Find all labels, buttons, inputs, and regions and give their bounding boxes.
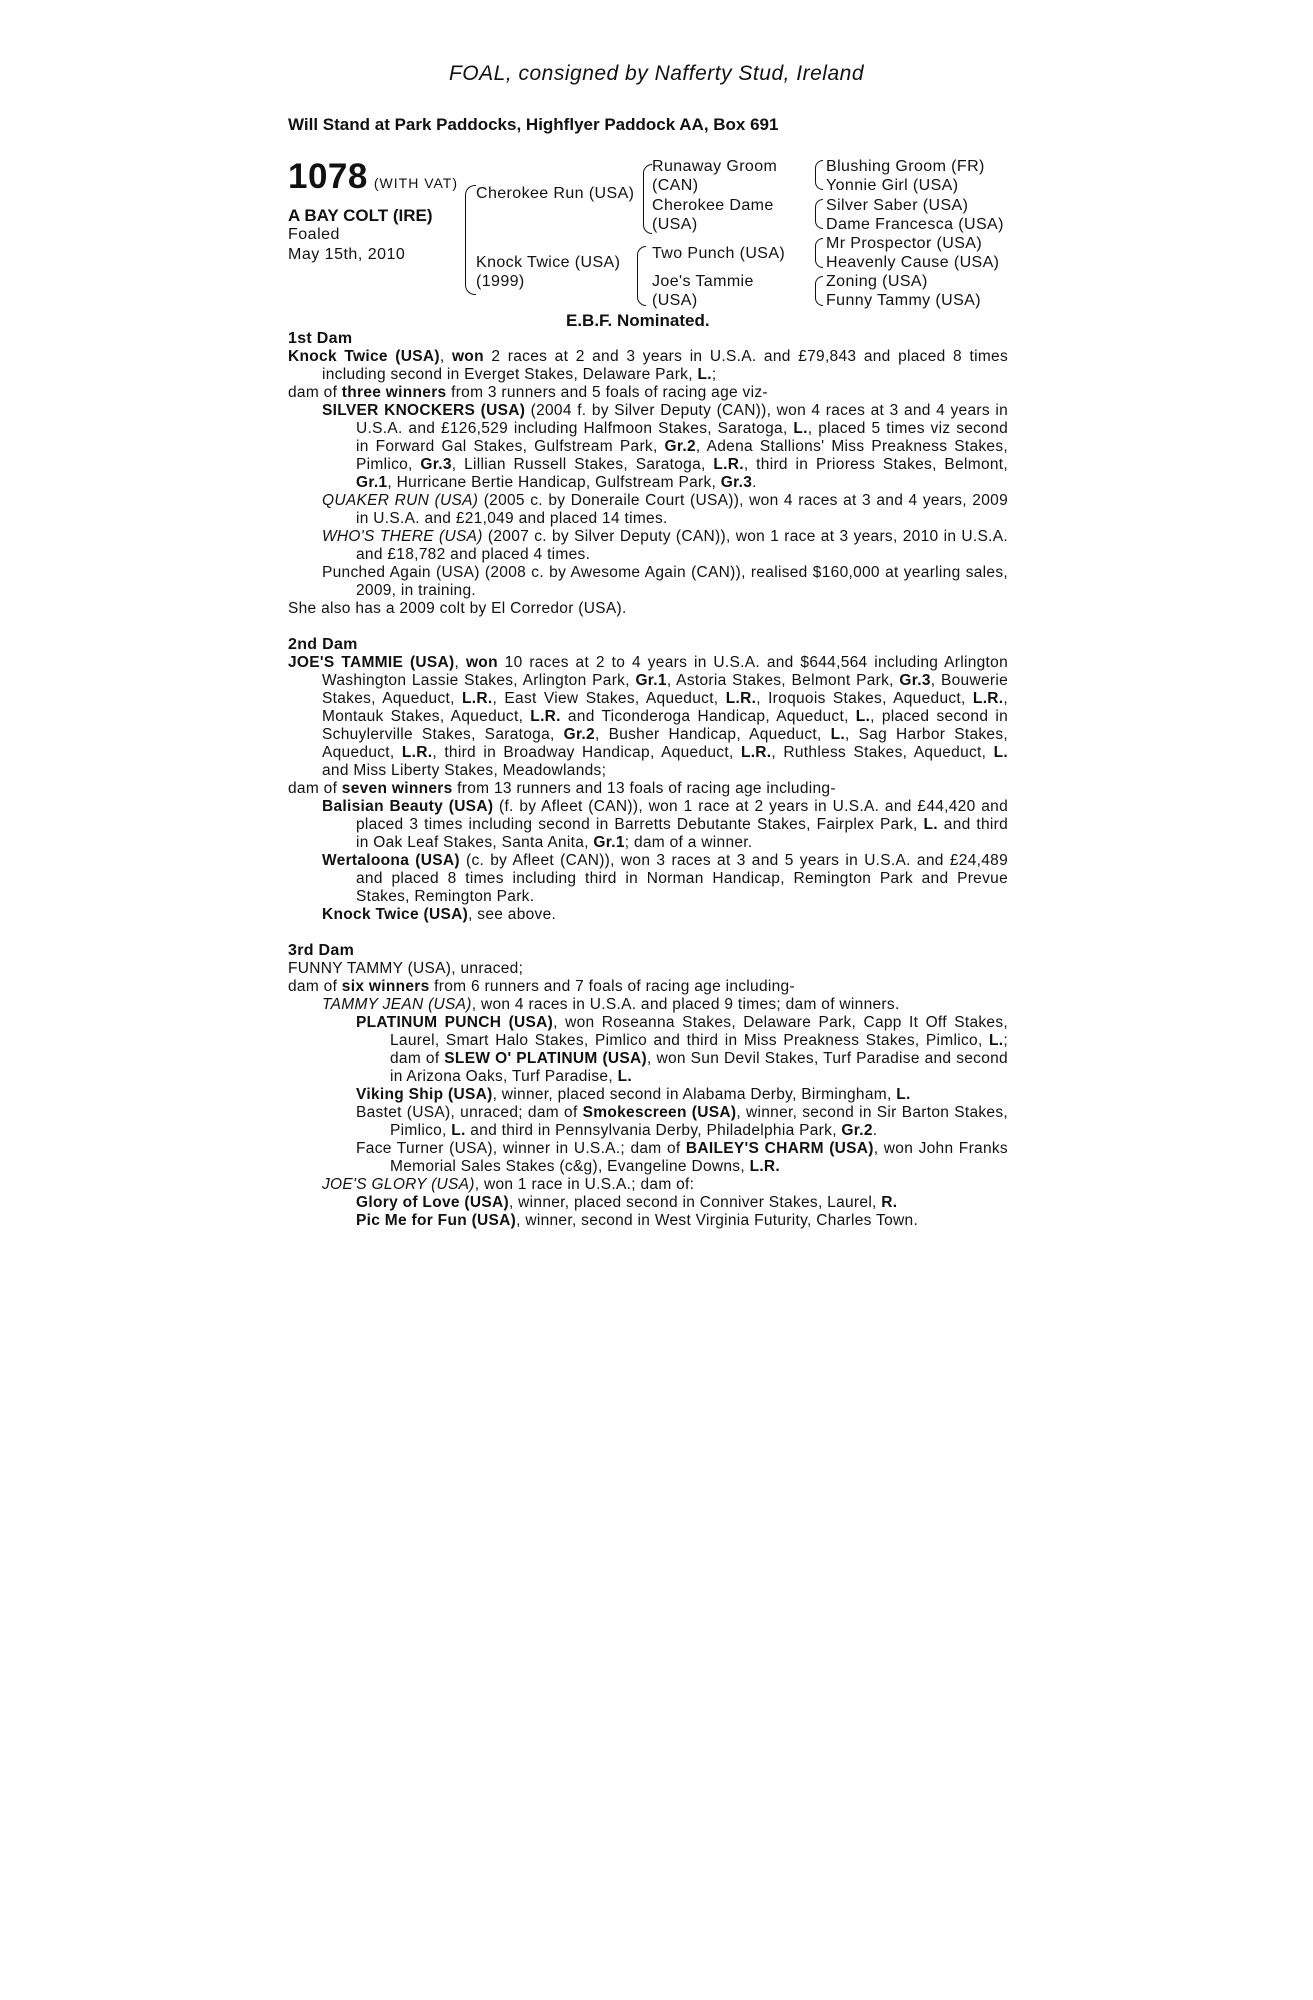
pedigree-sdd: Dame Francesca (USA) — [826, 216, 1004, 233]
record-text: , East View Stakes, Aqueduct, — [492, 690, 726, 707]
pedigree-brace — [643, 164, 652, 234]
grade-label: Gr.2 — [841, 1122, 873, 1139]
grade-label: L. — [993, 744, 1009, 761]
won-label: won — [465, 654, 498, 671]
produce-record — [288, 330, 1008, 1230]
entry-text: Bastet (USA), unraced; dam of — [356, 1104, 583, 1121]
lot-number: 1078 — [288, 157, 368, 196]
entry-text: , placed 5 times viz second in Forward Gal Stakes, Gulfstream Park, — [356, 420, 1008, 455]
produce-name: BAILEY'S CHARM (USA) — [685, 1140, 874, 1157]
produce-entry — [288, 402, 1008, 492]
first-dam-also: She also has a 2009 colt by El Corredor (USA). — [288, 600, 627, 617]
first-dam-record: Knock Twice (USA), won 2 races at 2 and 3 years in U.S.A. and £79,843 and placed 8 times including second in Everget Stakes, Delaware Park, L.; — [288, 348, 1008, 383]
pedigree-dds: Zoning (USA) — [826, 273, 928, 290]
consignment-header: FOAL, consigned by Nafferty Stud, Ireland — [448, 62, 865, 85]
pedigree-brace — [465, 185, 476, 295]
entry-text: ; dam of — [390, 1032, 1008, 1067]
grade-label: L. — [451, 1122, 466, 1139]
produce-entry — [288, 798, 1008, 852]
winners-count: three winners — [341, 384, 447, 401]
produce-name: PLATINUM PUNCH (USA) — [356, 1014, 554, 1031]
produce-entry: Bastet (USA), unraced; dam of Smokescreen (USA), winner, second in Sir Barton Stakes, Pimlico, L. and third in Pennsylvania Derby, Philadelphia Park, Gr.2. — [356, 1104, 1009, 1139]
produce-entry — [288, 528, 1008, 564]
winners-count: six winners — [341, 978, 430, 995]
record-text: , Montauk Stakes, Aqueduct, — [322, 690, 1009, 725]
summary-text: dam of — [288, 780, 342, 797]
entry-text: , Hurricane Bertie Handicap, Gulfstream Park, — [387, 474, 721, 491]
entry-text: , won Sun Devil Stakes, Turf Paradise and second in Arizona Oaks, Turf Paradise, — [390, 1050, 1008, 1085]
foaled-date: May 15th, 2010 — [288, 246, 406, 263]
summary-text: dam of — [288, 978, 342, 995]
produce-entry — [288, 1140, 1008, 1176]
grade-label: Gr.3 — [420, 456, 452, 473]
pedigree-dam-year: (1999) — [476, 273, 525, 290]
record-text: ; — [711, 366, 717, 383]
record-text: , third in Broadway Handicap, Aqueduct, — [432, 744, 741, 761]
produce-name: SLEW O' PLATINUM (USA) — [444, 1050, 648, 1067]
won-label: won — [451, 348, 484, 365]
first-dam-heading: 1st Dam — [288, 330, 353, 347]
ebf-nominated: E.B.F. Nominated. — [566, 311, 710, 330]
produce-name: SILVER KNOCKERS (USA) — [322, 402, 526, 419]
produce-entry — [288, 1194, 1008, 1212]
vat-note: (WITH VAT) — [373, 175, 459, 191]
foaled-label: Foaled — [288, 226, 340, 243]
produce-entry — [288, 1212, 1008, 1230]
entry-text: (2007 c. by Silver Deputy (CAN)), won 1 race at 3 years, 2010 in U.S.A. and £18,782 and placed 4 times. — [356, 528, 1008, 563]
grade-label: L. — [896, 1086, 911, 1103]
produce-entry: Punched Again (USA) (2008 c. by Awesome Again (CAN)), realised $160,000 at yearling sales, 2009, in training. — [322, 564, 1008, 599]
grade-label: Gr.2 — [563, 726, 595, 743]
pedigree-ddd: Funny Tammy (USA) — [826, 292, 981, 309]
summary-text: from 13 runners and 13 foals of racing age including- — [452, 780, 836, 797]
record-text: , Ruthless Stakes, Aqueduct, — [771, 744, 994, 761]
entry-text: , won Roseanna Stakes, Delaware Park, Capp It Off Stakes, Laurel, Smart Halo Stakes, Pimlico and third in Miss Preakness Stakes, Pimlico, — [390, 1014, 1008, 1049]
entry-text: (c. by Afleet (CAN)), won 3 races at 3 and 5 years in U.S.A. and £24,489 and placed 8 times including third in Norman Handicap, Remington Park and Prevue Stakes, Remington Park. — [356, 852, 1008, 905]
pedigree-brace — [815, 199, 823, 229]
record-text: , Busher Handicap, Aqueduct, — [594, 726, 831, 743]
produce-entry — [288, 1176, 1008, 1194]
winners-count: seven winners — [341, 780, 453, 797]
entry-text: , winner, placed second in Alabama Derby, Birmingham, — [492, 1086, 897, 1103]
grade-label: L.R. — [749, 1158, 781, 1175]
produce-entry — [288, 1086, 1008, 1104]
produce-entry — [288, 996, 1008, 1014]
entry-text: , won 1 race in U.S.A.; dam of: — [474, 1176, 695, 1193]
pedigree-brace — [815, 238, 823, 268]
record-text: and Ticonderoga Handicap, Aqueduct, — [560, 708, 856, 725]
entry-text: (f. by Afleet (CAN)), won 1 race at 2 years in U.S.A. and £44,420 and placed 3 times including second in Barretts Debutante Stakes, Fairplex Park, — [356, 798, 1008, 833]
lot-description: A BAY COLT (IRE) — [288, 206, 433, 225]
pedigree-sds: Silver Saber (USA) — [826, 197, 969, 214]
summary-text: from 3 runners and 5 foals of racing age viz- — [446, 384, 768, 401]
second-dam-record: JOE'S TAMMIE (USA), won 10 races at 2 to 4 years in U.S.A. and $644,564 including Arlington Washington Lassie Stakes, Arlington Park, Gr.1, Astoria Stakes, Belmont Park, Gr.3, Bouwerie Stakes, Aqueduct, L.R., East View Stakes, Aqueduct, L.R., Iroquois Stakes, Aqueduct, L.R., Montauk Stakes, Aqueduct, L.R. and Ticonderoga Handicap, Aqueduct, L., placed second in Schuylerville Stakes, Saratoga, Gr.2, Busher Handicap, Aqueduct, L., Sag Harbor Stakes, Aqueduct, L.R., third in Broadway Handicap, Aqueduct, L.R., Ruthless Stakes, Aqueduct, L. and Miss Liberty Stakes, Meadowlands; — [288, 654, 1009, 779]
lot-heading — [288, 157, 458, 197]
foaled-info — [288, 225, 405, 265]
produce-name: TAMMY JEAN (USA) — [322, 996, 472, 1013]
second-dam-produce-summary — [288, 780, 1008, 798]
grade-label: L.R. — [740, 744, 772, 761]
record-text: , Astoria Stakes, Belmont Park, — [666, 672, 900, 689]
entry-text: (2004 f. by Silver Deputy (CAN)), won 4 races at 3 and 4 years in U.S.A. and £126,529 including Halfmoon Stakes, Saratoga, — [356, 402, 1009, 437]
pedigree-ss-2: (CAN) — [652, 177, 699, 194]
grade-label: L.R. — [401, 744, 433, 761]
produce-entry — [288, 1014, 1008, 1086]
grade-label: Gr.1 — [356, 474, 388, 491]
produce-name: Balisian Beauty (USA) — [322, 798, 494, 815]
entry-text: Face Turner (USA), winner in U.S.A.; dam of — [356, 1140, 686, 1157]
first-dam-name: Knock Twice (USA) — [288, 348, 440, 365]
grade-label: L.R. — [530, 708, 561, 725]
entry-text: , won John Franks Memorial Sales Stakes (c&g), Evangeline Downs, — [390, 1140, 1008, 1175]
grade-label: L. — [617, 1068, 632, 1085]
pedigree-brace — [637, 246, 646, 306]
grade-label: Gr.1 — [635, 672, 667, 689]
record-text: , Bouwerie Stakes, Aqueduct, — [322, 672, 1009, 707]
grade-label: L. — [830, 726, 845, 743]
produce-entry — [288, 492, 1008, 528]
pedigree-brace — [815, 276, 823, 306]
record-text: 10 races at 2 to 4 years in U.S.A. and $644,564 including Arlington Washington Lassie Stakes, Arlington Park, — [322, 654, 1009, 689]
entry-text: , won 4 races in U.S.A. and placed 9 times; dam of winners. — [471, 996, 900, 1013]
pedigree-ss-1: Runaway Groom — [652, 158, 778, 175]
grade-label: L. — [793, 420, 808, 437]
pedigree-sire: Cherokee Run (USA) — [476, 185, 635, 202]
entry-text: . — [752, 474, 757, 491]
third-dam-name: FUNNY TAMMY (USA), unraced; — [288, 960, 524, 977]
record-text: and Miss Liberty Stakes, Meadowlands; — [322, 762, 607, 779]
second-dam-name: JOE'S TAMMIE (USA) — [288, 654, 455, 671]
produce-name: Glory of Love (USA) — [356, 1194, 509, 1211]
record-text: , Iroquois Stakes, Aqueduct, — [756, 690, 973, 707]
summary-text: dam of — [288, 384, 342, 401]
produce-name: WHO'S THERE (USA) — [322, 528, 483, 545]
entry-text: , winner, second in West Virginia Futurity, Charles Town. — [516, 1212, 919, 1229]
produce-name: Smokescreen (USA) — [582, 1104, 737, 1121]
grade-label: Gr.3 — [899, 672, 931, 689]
pedigree-dd-1: Joe's Tammie — [652, 273, 754, 290]
produce-entry — [288, 906, 1008, 924]
produce-name: QUAKER RUN (USA) — [322, 492, 479, 509]
grade-label: L.R. — [713, 456, 744, 473]
third-dam-produce-summary — [288, 978, 1008, 996]
pedigree-dss: Mr Prospector (USA) — [826, 235, 983, 252]
entry-text: , Adena Stallions' Miss Preakness Stakes, Pimlico, — [356, 438, 1008, 473]
first-dam-produce-summary — [288, 384, 1008, 402]
produce-name: Viking Ship (USA) — [356, 1086, 493, 1103]
entry-text: , see above. — [468, 906, 557, 923]
pedigree-dd-2: (USA) — [652, 292, 698, 309]
pedigree-sd-2: (USA) — [652, 216, 698, 233]
grade-label: Gr.2 — [664, 438, 696, 455]
entry-text: , winner, placed second in Conniver Stakes, Laurel, — [508, 1194, 882, 1211]
pedigree-sd-1: Cherokee Dame — [652, 197, 774, 214]
record-text: , placed second in Schuylerville Stakes, Saratoga, — [322, 708, 1008, 743]
pedigree-ds: Two Punch (USA) — [652, 245, 786, 262]
grade-label: L. — [697, 366, 712, 383]
entry-text: ; dam of a winner. — [624, 834, 753, 851]
produce-name: Knock Twice (USA) — [322, 906, 469, 923]
pedigree-dam: Knock Twice (USA) — [476, 254, 621, 271]
entry-text: , winner, second in Sir Barton Stakes, Pimlico, — [390, 1104, 1009, 1139]
entry-text: (2005 c. by Doneraile Court (USA)), won 4 races at 3 and 4 years, 2009 in U.S.A. and £21,049 and placed 14 times. — [356, 492, 1008, 527]
pedigree-sss: Blushing Groom (FR) — [826, 158, 985, 175]
stand-location: Will Stand at Park Paddocks, Highflyer Paddock AA, Box 691 — [288, 115, 779, 134]
entry-text: and third in Oak Leaf Stakes, Santa Anita, — [356, 816, 1008, 851]
produce-name: JOE'S GLORY (USA) — [322, 1176, 475, 1193]
produce-name: Wertaloona (USA) — [322, 852, 460, 869]
entry-text: , third in Prioress Stakes, Belmont, — [743, 456, 1008, 473]
record-text: , Sag Harbor Stakes, Aqueduct, — [322, 726, 1008, 761]
grade-label: L.R. — [462, 690, 493, 707]
third-dam-heading: 3rd Dam — [288, 942, 355, 959]
grade-label: L. — [923, 816, 938, 833]
grade-label: L. — [989, 1032, 1004, 1049]
entry-text: and third in Pennsylvania Derby, Philadelphia Park, — [465, 1122, 842, 1139]
pedigree-ssd: Yonnie Girl (USA) — [826, 177, 959, 194]
grade-label: L.R. — [725, 690, 757, 707]
grade-label: R. — [881, 1194, 898, 1211]
summary-text: from 6 runners and 7 foals of racing age including- — [429, 978, 795, 995]
second-dam-heading: 2nd Dam — [288, 636, 358, 653]
grade-label: L.R. — [972, 690, 1004, 707]
pedigree-brace — [815, 160, 823, 190]
grade-label: L. — [855, 708, 871, 725]
produce-name: Pic Me for Fun (USA) — [356, 1212, 517, 1229]
grade-label: Gr.1 — [593, 834, 625, 851]
grade-label: Gr.3 — [720, 474, 753, 491]
entry-text: , Lillian Russell Stakes, Saratoga, — [451, 456, 714, 473]
pedigree-dsd: Heavenly Cause (USA) — [826, 254, 1000, 271]
record-text: 2 races at 2 and 3 years in U.S.A. and £79,843 and placed 8 times including second in Everget Stakes, Delaware Park, — [322, 348, 1008, 383]
produce-entry — [288, 852, 1008, 906]
